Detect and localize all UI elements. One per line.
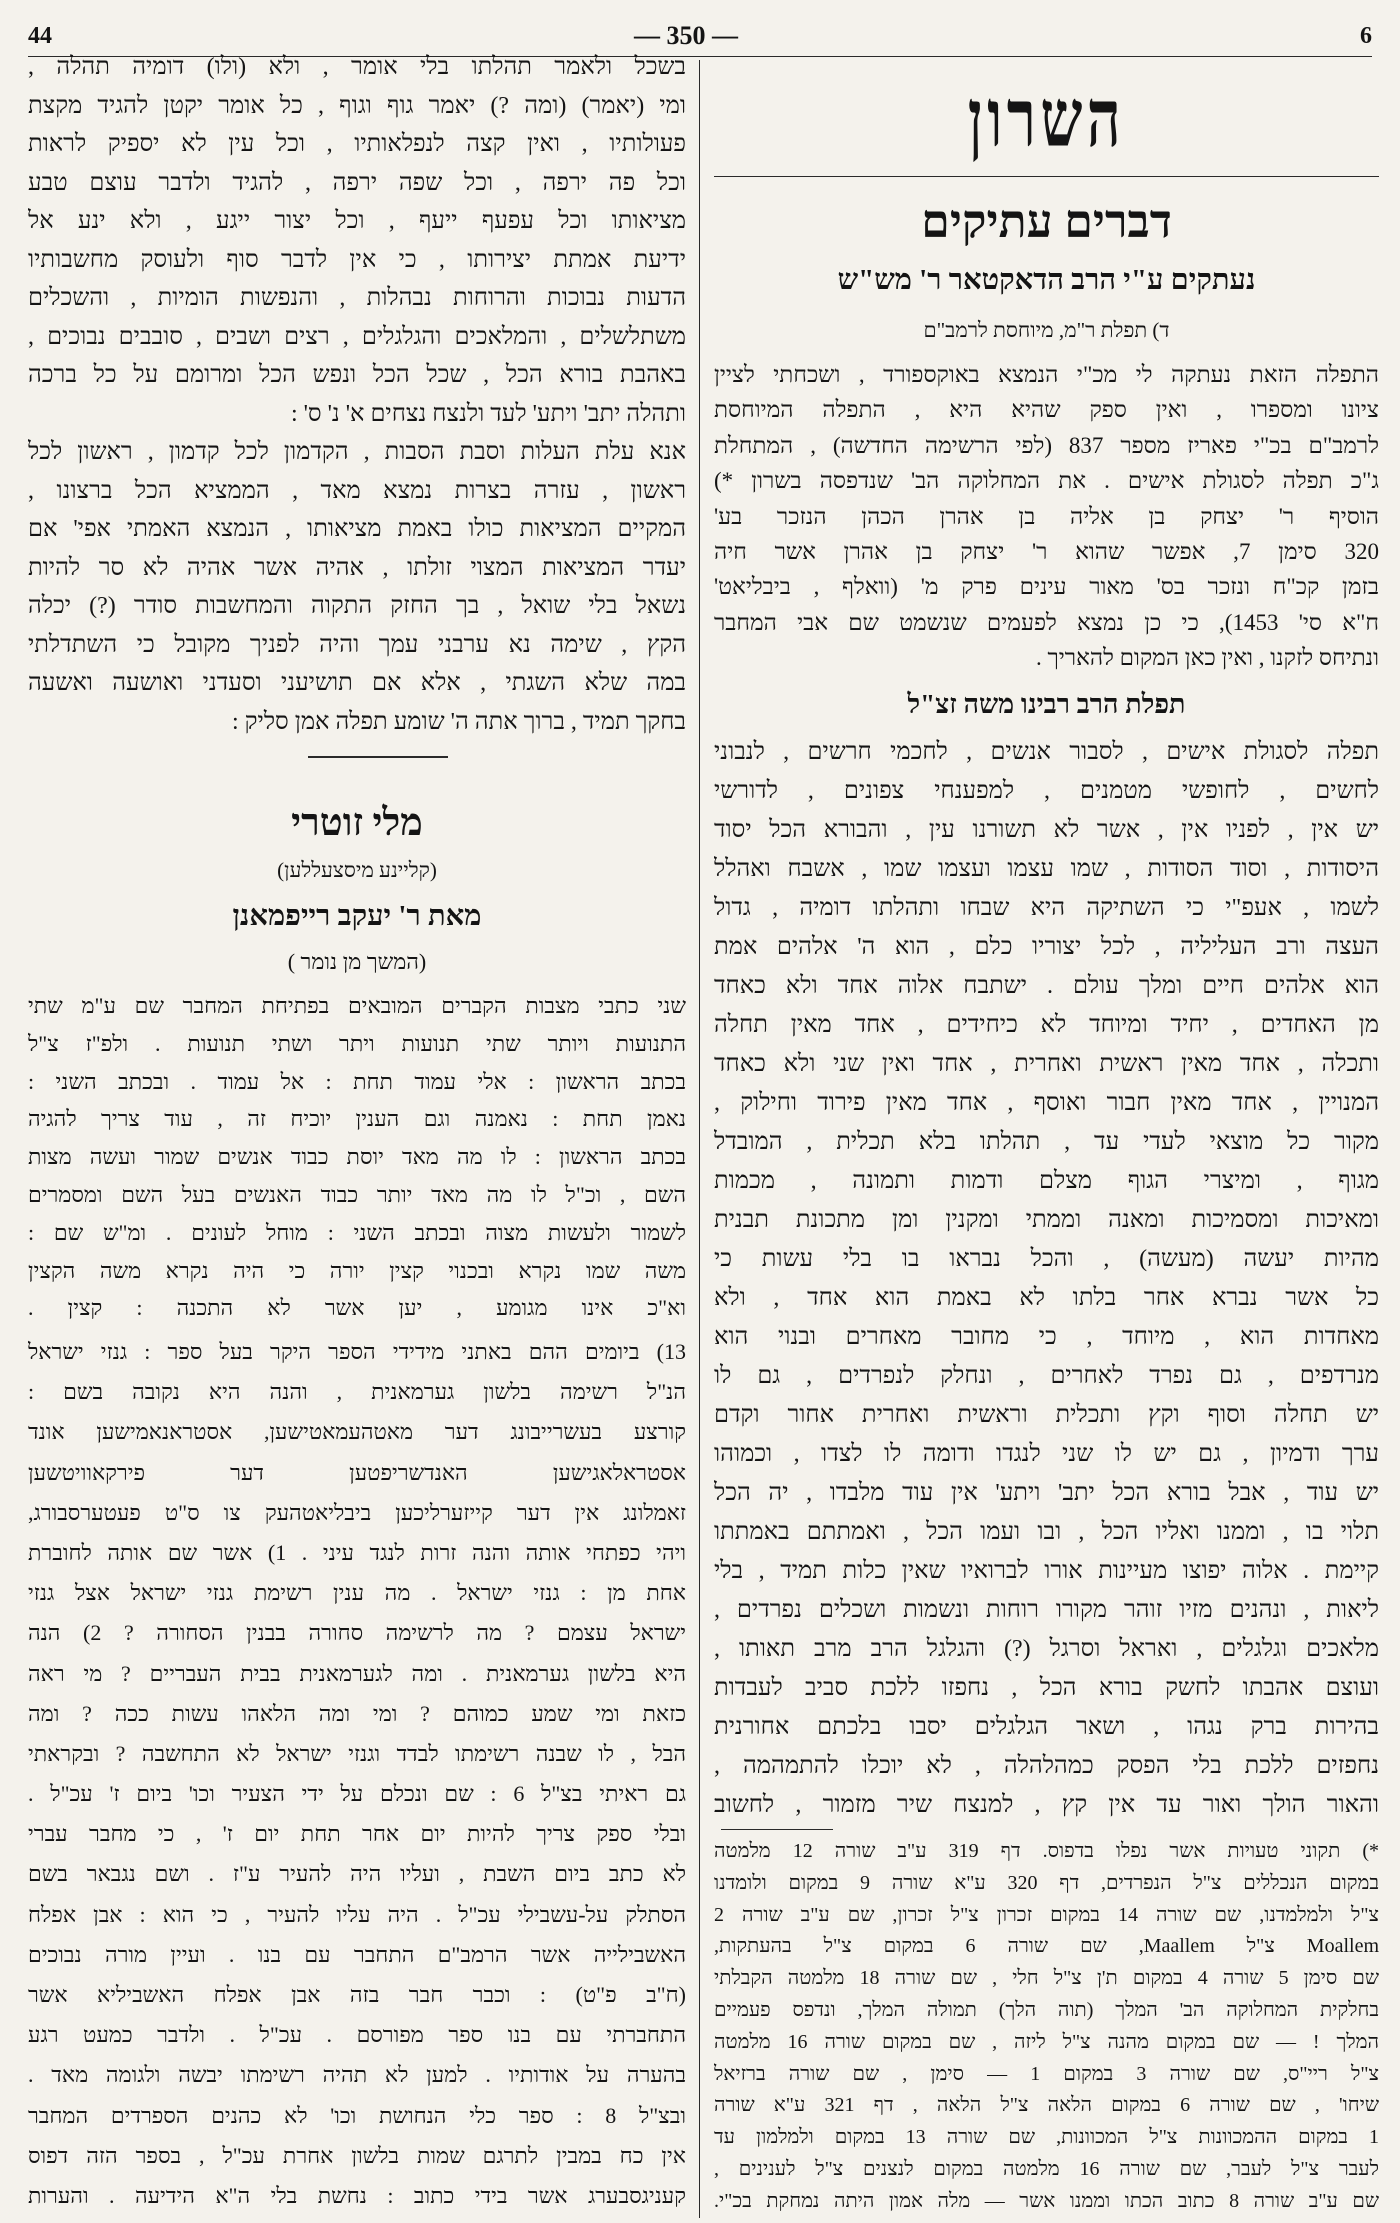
text-line: ח"א סי' 1453), כי כן נמצא לפעמים שנשמט שם אבי המחבר [714,609,1379,635]
text-line: לרמב"ם בכ"י פאריז מספר 837 (לפי הרשימה החדשה) , המתחלת [714,432,1379,458]
text-line: תפלה לסגולת אישים , לסבור אנשים , לחכמי חרשים , לנבוני [714,739,1379,765]
article-subtitle: ד) תפלת ר"מ, מיוחסת לרמב"ם [923,318,1170,342]
text-line: (ח"ב פ"ט) : וכבר חבר בזה אבן אפלח האשביליא אשר [28,1982,686,2007]
text-line: התפלה הזאת נעתקה לי מכ"י הנמצא באוקספורד , ושכחתי לציין [714,362,1379,387]
text-line: זאמלונג אין דער קייזערליכען ביבליאטהעק צו ס"ט פעטערסבורג, [28,1499,686,1525]
text-line: ציונו ומספרו , ואין ספק שהיא היא , התפלה המיוחסת [714,397,1379,423]
masthead-title: השרון [967,76,1126,164]
text-line: כל אשר נברא אחר בלתו לא באמת הוא אחד , ולא [714,1285,1379,1311]
section-separator-rule [308,756,448,758]
text-line: לשמו , אעפ"י כי השתיקה היא שבחו ותהלתו דומיה , גדול [714,895,1379,921]
text-line: התחברתי עם בנו ספר מפורסם . עכ"ל . ולדבר כמעט רגע [28,2022,686,2048]
prayer-continued-paragraph [28,48,686,433]
text-line: הוסיף ר' יצחק בן אליה בן אהרן הכהן הנזכר בע' [714,503,1379,529]
text-line: במקום הנכללים צ"ל הנפרדים, דף 320 ע"א שורה 9 במקום ולומדנו [714,1871,1379,1894]
text-line: הסתלק על-עשבילי עכ"ל . היה עליו להעיר , כי הוא : אבן אפלח [28,1901,686,1927]
text-line: התנועות ויותר שתי תנועות ויתר ושתי תנועות . ולפ"ז צ"ל [28,1030,686,1056]
text-line: והאור הולך ואור עד אין קץ , למנצח שיר מזמור , לחשוב [714,1792,1379,1818]
masthead-rule [714,176,1379,177]
text-line: מנרדפים , גם נפרד לאחרים , ונחלק לנפרדים , גם לו [714,1363,1379,1389]
text-line: בכתב הראשון : אלי עמוד תחת : אל עמוד . ובכתב השני : [28,1068,686,1094]
text-line: מציאותו וכל עפעף ייעף , וכל יצור ייגע , ולא ינע אל [28,208,686,234]
byline: נעתקים ע"י הרב הדאקטאר ר' מש"ש [837,264,1256,296]
intro-paragraph [714,357,1379,676]
text-line: בשכל ולאמר תהלתו בלי אומר , ולא (ולו) דומיה תהלה , [28,54,686,80]
text-line: תלוי בו , וממנו ואליו הכל , ובו ועמו הכל , ואמתתם באמתתו [714,1519,1379,1545]
prayer-title: תפלת הרב רבינו משה זצ"ל [907,689,1186,719]
text-line: נשאל בלי שואל , בך החזק התקוה והמחשבות סודר (?) יכלה [28,593,686,619]
text-line: קעניגסבערג אשר בידי כתוב : נחשת בלי ה"א הידיעה . והערות [28,2182,686,2208]
text-line: 320 סימן 7, אפשר שהוא ר' יצחק בן אהרן אשר חיה [714,538,1379,564]
text-line: פעולותיו , ואין קצה לנפלאותיו , וכל עין לא יספיק לראות [28,131,686,157]
text-line: שיחו' , שם שורה 6 במקום הלאה צ"ל הלאה , דף 321 ע"א שורה [714,2094,1379,2117]
text-line: *) תקוני טעויות אשר נפלו בדפוס. דף 319 ע"ב שורה 12 מלמטה [714,1840,1379,1862]
prayer-paragraph [714,733,1379,1825]
text-line: הדעות נבוכות והרוחות נבהלות , והנפשות הומיות , והשכלים [28,285,686,311]
text-line: מלאכים וגלגלים , ואראל וסרגל (?) והגלגל הרב מרב תאותו , [714,1636,1379,1662]
text-line: קיימת . אלוה יפוצו מעיינות אורו לברואיו שאין כלות תמיד , בלי [714,1558,1379,1584]
header-left-number: 44 [28,23,52,49]
text-line: הקץ , שימה נא ערבני עמך והיה לפניך מקובל כי השתדלתי [28,631,686,658]
text-line: הוא אלהים חיים ומלך עולם . ישתבח אלוה אחד ולא כאחד [714,973,1379,999]
text-line: ראשון , עזרה בצרות נמצא מאד , הממציא הכל ברצונו , [28,477,686,504]
text-line: וכל פה ירפה , וכל שפה ירפה , להגיד ולדבר עוצם טבע [28,169,686,196]
column-divider [699,60,700,2218]
footnote [714,1836,1379,2218]
text-line: וא"כ אינו מגומע , יען אשר לא התכנה : קצין . [28,1295,686,1321]
text-line: אסטראלאגישען האנדשריפטען דער פירקאוויטשען [28,1459,686,1485]
text-line: ויהי כפתחי אותה והנה זרות לנגד עיני . 1) אשר שם אותה לחוברת [28,1539,686,1565]
text-line: השם , וכ"ל לו מה מאד יותר כבוד האנשים בעל השם ומסמרים [28,1181,686,1207]
text-line: בחקך תמיד , ברוך אתה ה' שומע תפלה אמן סליק : [232,708,686,735]
text-line: הבל , לו שבנה רשימתו לבדד וגנזי ישראל לא התחשבה ? ובקראתי [28,1740,686,1766]
text-line: ישראל עצמם ? מה לרשימה סחורה בבנין הסחורה ? 2) הנה [28,1620,686,1646]
text-line: אחת מן : גנזי ישראל . מה ענין רשימת גנזי ישראל אצל גנזי [28,1580,686,1606]
text-line: צ"ל ולמלמדנו, שם שורה 14 במקום זכרון צ"ל זכרון, שם ע"ב שורה 2 [714,1903,1379,1926]
text-line: בכתב הראשון : לו מה מאד יוסת כבוד אנשים שמור ועשה מצות [28,1144,686,1170]
text-line: ותהלה יתב' ויתע' לעד ולנצח נצחים א' נ' ס' : [290,400,686,427]
column-subtitle: (קליינע מיסצעללען) [277,858,437,882]
text-line: ליאות , ונהנים מזיו זוהר מקורו רוחות ונשמות ושכלים נפרדים , [714,1597,1379,1623]
text-line: יש תחלה וסוף וקץ ותכלית וראשית ואחרית אחור וקדם [714,1402,1379,1428]
text-line: כזאת ומי שמע כמוהם ? ומי ומה הלאהו עשות ככה ? ומה [28,1700,686,1726]
text-line: משה שמו נקרא ובכנוי קצין יורה כי היה נקרא משה הקצין [28,1257,686,1283]
text-line: צ"ל ריי"ס, שם שורה 3 במקום 1 — סימן , שם שורה ברזיאל [714,2062,1379,2085]
text-line: ערך ודמיון , גם יש לו שני לנגדו ודומה לו לצדו , וכמוהו [714,1441,1379,1467]
footnote-rule [721,1829,833,1830]
text-line: אנא עלת העלות וסבת הסבות , הקדמון לכל קדמון , ראשון לכל [28,439,686,465]
text-line: המקיים המציאות כולו באמת מציאותו , הנמצא האמתי אפי' אם [28,516,686,542]
text-line: ועוצם אהבתו לחשק בורא הכל , נחפזו ללכת סביב לעבדות [714,1675,1379,1701]
text-line: בחלקית המחלוקה הב' המלך (תוה הלך) תמולה המלך, ונדפס פעמיים [714,1998,1379,2021]
prayer-closing-paragraph [28,433,686,741]
text-line: שני כתבי מצבות הקברים המובאים בפתיחת המחבר שם ע"מ שתי [28,993,686,1018]
text-line: מאחדות הוא , מיוחד , כי מחובר מאחרים ובנוי הוא [714,1324,1379,1350]
text-line: יש אין , לפניו אין , אשר לא תשורנו עין , והבורא הכל יסוד [714,817,1379,843]
page-number: — 350 — [634,21,738,50]
text-line: שם ע"ב שורה 8 כתוב הכתו וממנו אשר — מלה אמון היתה נמחקת בכ"י. [714,2189,1379,2212]
text-line: העצה ורב העליליה , לכל יצוריו כלם , הוא ה' אלהים אמת [714,934,1379,960]
text-line: לא כתב ביום השבת , ועליו היה להעיר ע"ז . ושם נגבאר בשם [28,1861,686,1887]
text-line: מגוף , ומיצרי הגוף מצלם ודמות ותמונה , מכמות [714,1168,1379,1194]
header-right-number: 6 [1360,23,1372,49]
text-line: ובלי ספק צריך להיות יום אחר תחת יום ז' , כי מחבר עברי [28,1821,686,1847]
text-line: 13) ביומים ההם באתני מידידי הספר היקר בעל ספר : גנזי ישראל [28,1339,686,1364]
text-line: לשמור ולעשות מצוה ובכתב השני : מוחל לעונים . ומ"ש שם : [28,1219,686,1245]
text-line: ומאיכות ומסמיכות ומאנה וממתי ומקנין ומן מתכונת תבנית [714,1207,1379,1233]
text-line: בהערה על אודותיו . למען לא תהיה רשימתו יבשה ולגומה מאד . [28,2062,686,2088]
text-line: 1 במקום ההמכוונות צ"ל המכוונות, שם שורה 13 במקום ולמלמון עד [714,2126,1379,2149]
text-line: שם סימן 5 שורה 4 במקום ת'ן צ"ל חלי , שם שורה 18 מלמטה הקבלתי [714,1967,1379,1990]
text-line: ומי (יאמר) (ומה ?) יאמר גוף וגוף , כל אומר יקטן להגיד מקצת [28,92,686,119]
text-line: ונתיחס לזקנו , ואין כאן המקום להאריך . [1035,645,1379,671]
column-title: מלי זוטרי [291,802,423,844]
text-line: ידיעת אמתת יצירותו , כי אין לדבר סוף ולעוסק מחשבותיו [28,246,686,273]
text-line: ובצ"ל 8 : ספר כלי הנחושת וכו' לא כהנים הספרדים המחבר [28,2102,686,2128]
text-line: Moallem צ"ל Maallem, שם שורה 6 במקום צ"ל בהעתקות, [714,1935,1379,1958]
text-line: האשבילייה אשר הרמב"ם התחבר עם בנו . ועיין מורה נבוכים [28,1941,686,1967]
text-line: בזמן קכ"ח ונזכר בס' מאור עינים פרק מ' (וואלף , ביבליאט' [714,574,1379,600]
text-line: מהיות יעשה (מעשה) , והכל נבראו בו בלי עשות כי [714,1246,1379,1272]
note-paragraph [28,987,686,1327]
section-title: דברים עתיקים [921,196,1172,247]
text-line: המלך ! — שם במקום מהנה צ"ל ליזה , שם במקום שורה 16 מלמטה [714,2030,1379,2053]
text-line: מקור כל מוצאי לעדי עד , תהלתו בלא תכלית , המובדל [714,1129,1379,1155]
text-line: נאמן תחת : נאמנה וגם הענין יוכיח זה , עוד צריך להגיה [28,1106,686,1132]
text-line: קורצע בעשרייבונג דער מאטהעמאטישען, אסטראנאמישען אונד [28,1419,686,1445]
text-line: משתלשלים , והמלאכים והגלגלים , רצים ושבים , סובבים נבוכים , [28,323,686,350]
text-line: היא בלשון גערמאנית . ומה לגערמאנית בבית העבריים ? מי ראה [28,1660,686,1686]
text-line: במה שלא השגתי , אלא אם תושיעני וסעדני ואושעה ואשעה [28,670,686,696]
text-line: באהבת בורא הכל , שכל הכל ונפש הכל ומרומם על כל ברכה [28,362,686,388]
text-line: מן האחדים , יחיד ומיוחד לא כיחידים , אחד מאין תחלה [714,1012,1379,1038]
text-line: אין כח במבין לתרגם שמות בלשון אחרת עכ"ל , בספר הזה דפוס [28,2142,686,2168]
text-line: לעבר צ"ל לעבר, שם שורה 16 מלמטה במקום לנצנים צ"ל לענינים , [714,2157,1379,2180]
text-line: נחפזים ללכת בלי הפסק כמהלהלה , לא יוכלו להתמהמה , [714,1753,1379,1779]
text-line: גם ראיתי בצ"ל 6 : שם ונכלם על ידי הצעיר וכו' ביום ז' עכ"ל . [28,1781,686,1807]
text-line: ותכלה , אחד מאין ראשית ואחרית , אחד ואין שני ולא כאחד [714,1051,1379,1077]
text-line: לחשים , לחופשי מטמנים , למפענחי צפונים , לדורשי [714,778,1379,804]
text-line: המנויין , אחד מאין חבור ואוסף , אחד מאין פירוד וחילוק , [714,1090,1379,1116]
text-line: יעדר המציאות המצוי זולתו , אהיה אשר אהיה לא סר להיות [28,554,686,581]
text-line: בהירות ברק נגהו , ושאר הגלגלים יסבו בלכתם אחורנית [714,1714,1379,1740]
continuation-note: (המשך מן נומר ) [287,949,427,974]
text-line: היסודות , וסוד הסודות , שמו עצמו ועצמו שמו , אשבח ואהלל [714,856,1379,882]
text-line: הנ"ל רשימה בלשון גערמאנית , והנה היא נקובה בשם : [28,1379,686,1405]
text-line: יש עוד , אבל בורא הכל יתב' ויתע' אין עוד מלבדו , יה הכל [714,1480,1379,1506]
text-line: ג"כ תפלה לסגולת אישים . את המחלוקה הב' שנדפסה בשרון *) [714,468,1379,494]
note-13-paragraph [28,1332,686,2216]
author-line: מאת ר' יעקב רייפמאנן [232,900,482,932]
